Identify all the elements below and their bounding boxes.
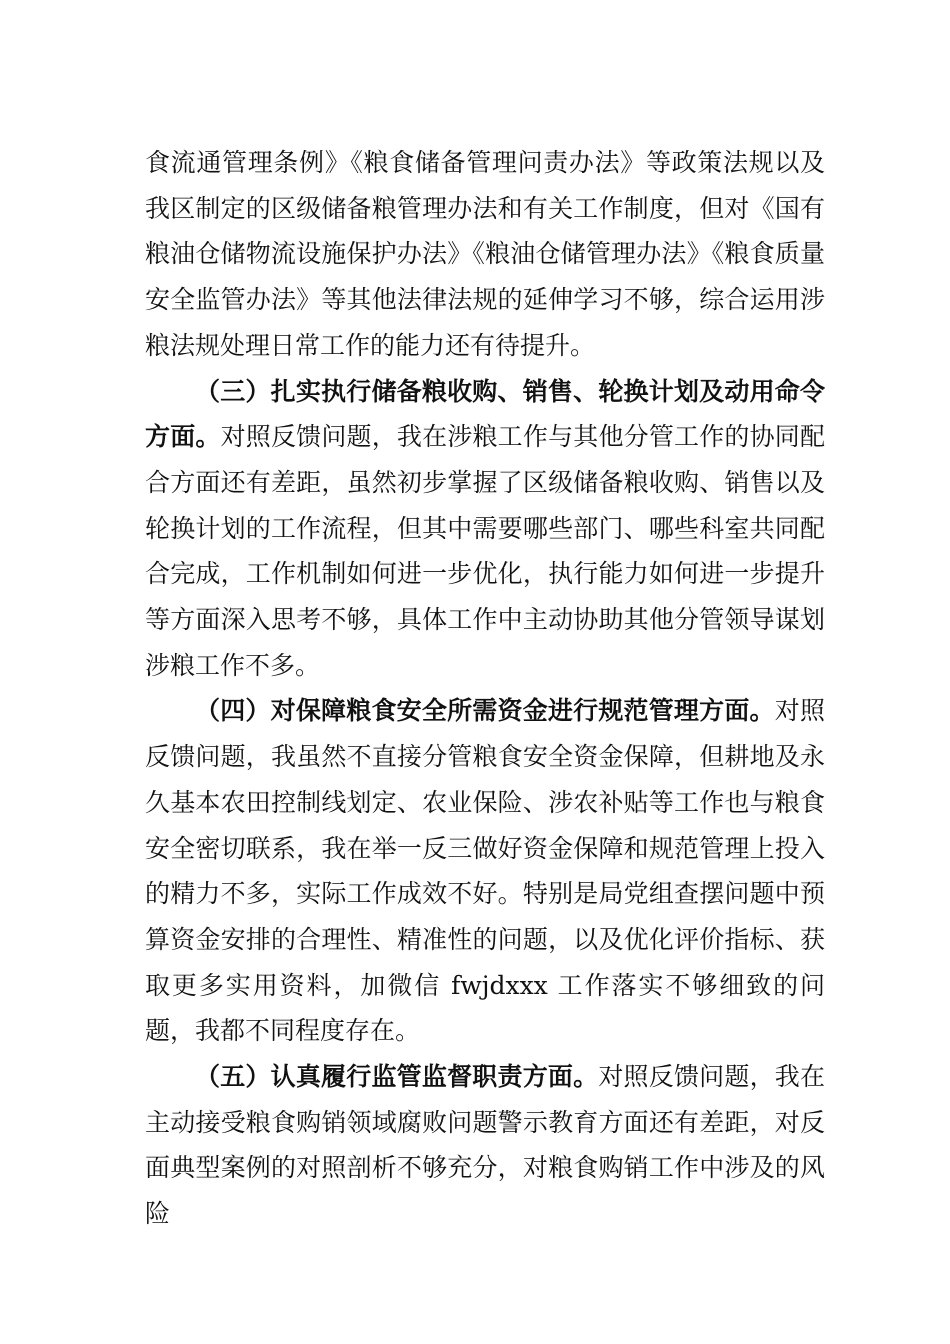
section-5-heading: （五）认真履行监管监督职责方面。 xyxy=(195,1062,599,1092)
paragraph-section-3 xyxy=(145,369,825,689)
section-3-body: 对照反馈问题，我在涉粮工作与其他分管工作的协同配合方面还有差距，虽然初步掌握了区级储备粮收购、销售以及轮换计划的工作流程，但其中需要哪些部门、哪些科室共同配合完成，工作机制如何进一步优化，执行能力如何进一步提升等方面深入思考不够，具体工作中主动协助其他分管领导谋划涉粮工作不多。 xyxy=(145,422,825,680)
document-body xyxy=(145,140,825,1237)
paragraph-body-text: 食流通管理条例》《粮食储备管理问责办法》等政策法规以及我区制定的区级储备粮管理办法和有关工作制度，但对《国有粮油仓储物流设施保护办法》《粮油仓储管理办法》《粮食质量安全监管办法》等其他法律法规的延伸学习不够，综合运用涉粮法规处理日常工作的能力还有待提升。 xyxy=(145,148,825,360)
paragraph-continuation xyxy=(145,140,825,369)
section-5-body: 对照反馈问题，我在主动接受粮食购销领域腐败问题警示教育方面还有差距，对反面典型案例的对照剖析不够充分，对粮食购销工作中涉及的风险 xyxy=(145,1062,825,1229)
section-4-body: 对照反馈问题，我虽然不直接分管粮食安全资金保障，但耕地及永久基本农田控制线划定、农业保险、涉农补贴等工作也与粮食安全密切联系，我在举一反三做好资金保障和规范管理上投入的精力不多，实际工作成效不好。特别是局党组查摆问题中预算资金安排的合理性、精准性的问题，以及优化评价指标、获取更多实用资料，加微信 fwjdxxx 工作落实不够细致的问题，我都不同程度存在。 xyxy=(145,696,825,1046)
section-4-heading: （四）对保障粮食安全所需资金进行规范管理方面。 xyxy=(195,696,775,726)
paragraph-section-5 xyxy=(145,1054,825,1237)
paragraph-section-4 xyxy=(145,688,825,1054)
section-3-heading: （三）扎实执行储备粮收购、销售、轮换计划及动用命令方面。 xyxy=(145,376,825,452)
